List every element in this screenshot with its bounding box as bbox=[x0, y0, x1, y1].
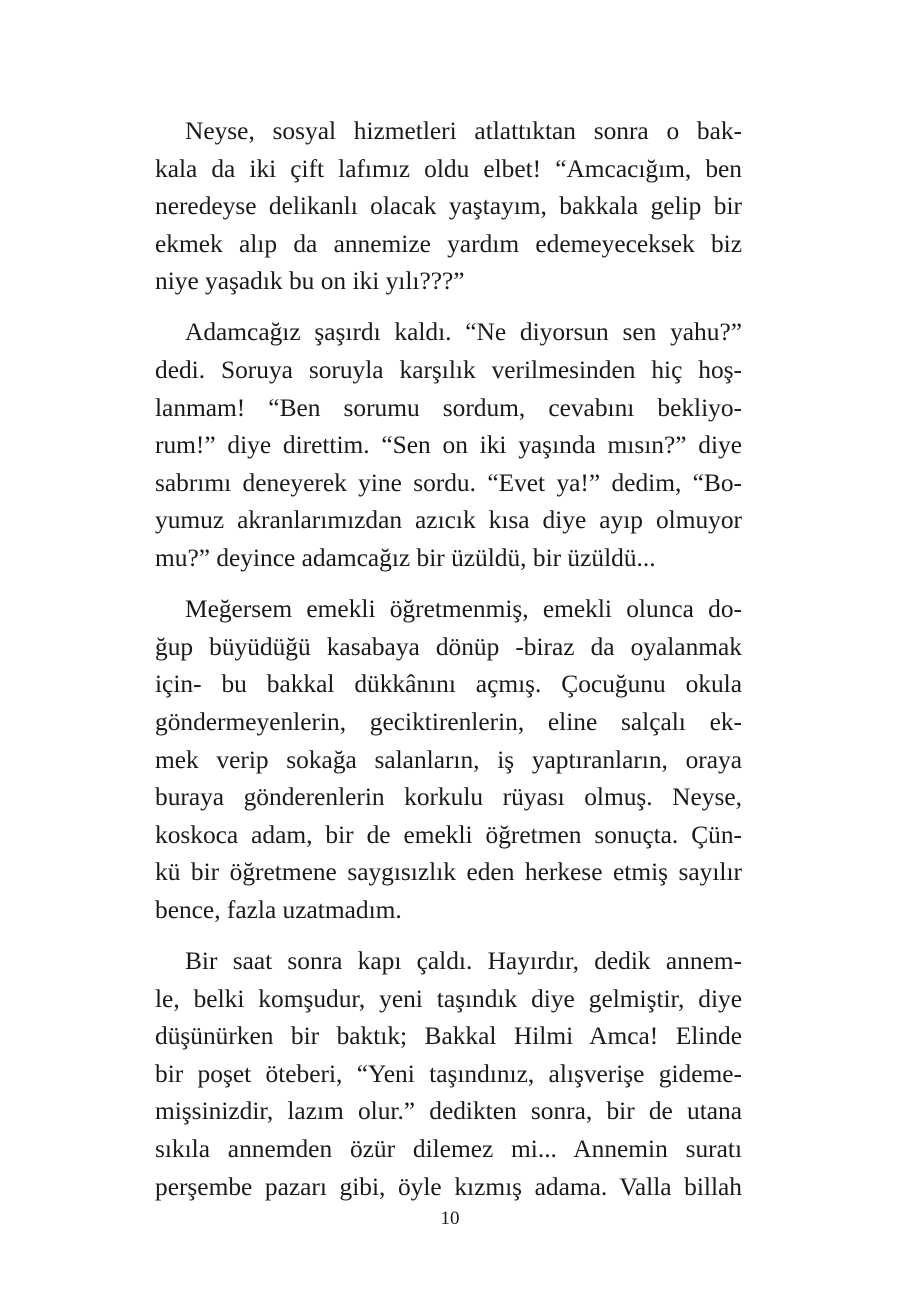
text-line: mek verip sokağa salanların, iş yaptıranların, oraya bbox=[155, 745, 742, 774]
text-line: için- bu bakkal dükkânını açmış. Çocuğunu okula bbox=[155, 670, 742, 699]
text-line: rum!” diye direttim. “Sen on iki yaşında mısın?” diye bbox=[155, 431, 742, 460]
text-line: ğup büyüdüğü kasabaya dönüp -biraz da oyalanmak bbox=[155, 632, 742, 661]
text-line: yumuz akranlarımızdan azıcık kısa diye ayıp olmuyor bbox=[155, 506, 742, 535]
paragraph bbox=[155, 591, 742, 929]
text-line: mişsinizdir, lazım olur.” dedikten sonra, bir de utana bbox=[155, 1097, 742, 1126]
text-line: düşünürken bir baktık; Bakkal Hilmi Amca! Elinde bbox=[155, 1022, 742, 1051]
text-line: kü bir öğretmene saygısızlık eden herkese etmiş sayılır bbox=[155, 858, 742, 887]
body-text bbox=[155, 113, 742, 1220]
text-line: neredeyse delikanlı olacak yaştayım, bakkala gelip bir bbox=[155, 192, 742, 221]
text-line: Neyse, sosyal hizmetleri atlattıktan sonra o bak- bbox=[185, 117, 742, 145]
text-line: le, belki komşudur, yeni taşındık diye gelmiştir, diye bbox=[155, 984, 742, 1013]
text-line: dedi. Soruya soruyla karşılık verilmesinden hiç hoş- bbox=[155, 356, 742, 385]
text-line: niye yaşadık bu on iki yılı???” bbox=[155, 267, 465, 296]
text-line: Adamcağız şaşırdı kaldı. “Ne diyorsun sen yahu?” bbox=[185, 318, 742, 347]
text-line: lanmam! “Ben sorumu sordum, cevabını bekliyo- bbox=[155, 393, 742, 422]
text-line: perşembe pazarı gibi, öyle kızmış adama. Valla billah bbox=[155, 1172, 742, 1201]
text-line: Meğersem emekli öğretmenmiş, emekli olunca do- bbox=[185, 595, 742, 624]
text-line: göndermeyenlerin, geciktirenlerin, eline salçalı ek- bbox=[155, 707, 742, 736]
paragraph bbox=[155, 943, 742, 1206]
page-number: 10 bbox=[440, 1208, 460, 1229]
text-line: bence, fazla uzatmadım. bbox=[155, 895, 402, 924]
text-line: koskoca adam, bir de emekli öğretmen sonuçta. Çün- bbox=[155, 820, 742, 849]
text-line: bir poşet öteberi, “Yeni taşındınız, alışverişe gideme- bbox=[155, 1059, 742, 1088]
text-line: Bir saat sonra kapı çaldı. Hayırdır, dedik annem- bbox=[185, 946, 742, 975]
paragraph bbox=[155, 113, 742, 301]
text-line: kala da iki çift lafımız oldu elbet! “Amcacığım, ben bbox=[155, 154, 742, 183]
text-line: ekmek alıp da annemize yardım edemeyeceksek biz bbox=[155, 229, 742, 258]
text-line: mu?” deyince adamcağız bir üzüldü, bir üzüldü... bbox=[155, 544, 656, 573]
text-line: sabrımı deneyerek yine sordu. “Evet ya!” dedim, “Bo- bbox=[155, 468, 742, 497]
text-line: sıkıla annemden özür dilemez mi... Annemin suratı bbox=[155, 1134, 742, 1163]
text-line: buraya gönderenlerin korkulu rüyası olmuş. Neyse, bbox=[155, 783, 742, 812]
paragraph bbox=[155, 314, 742, 577]
